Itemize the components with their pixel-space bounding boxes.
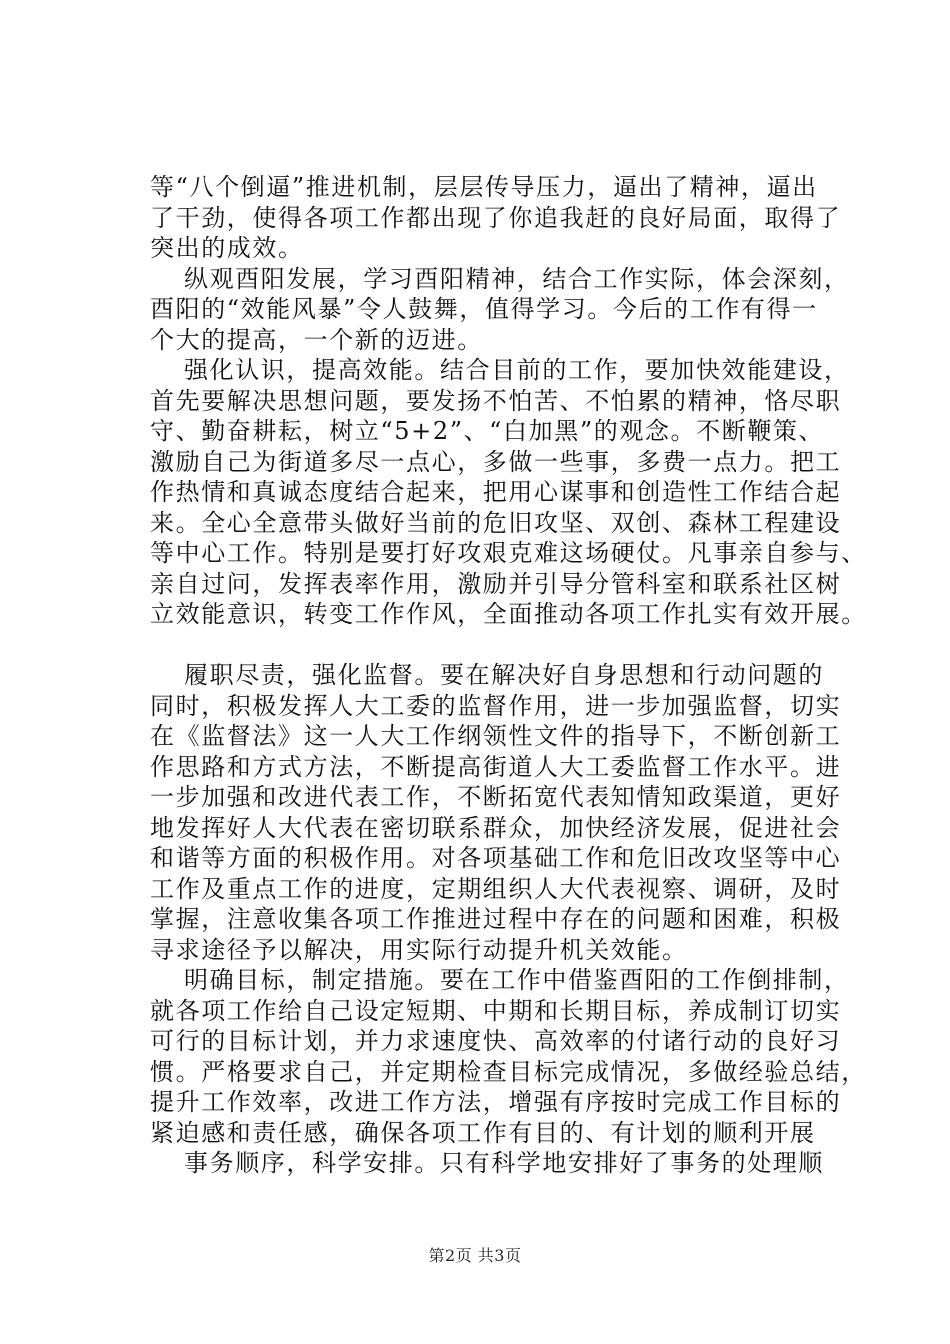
text-line: 工作及重点工作的进度，定期组织人大代表视察、调研，及时 [150,874,842,903]
text-line: 来。全心全意带头做好当前的危旧攻坚、双创、森林工程建设 [150,508,842,537]
text-line: 事务顺序，科学安排。只有科学地安排好了事务的处理顺 [184,1149,824,1177]
text-line: 守、勤奋耕耘，树立“5+2”、“白加黑”的观念。不断鞭策、 [150,417,825,445]
text-line: 等“八个倒逼”推进机制，层层传导压力，逼出了精神，逼出 [150,173,818,201]
text-line: 一步加强和改进代表工作，不断拓宽代表知情知政渠道，更好 [150,783,842,811]
text-line: 提升工作效率，改进工作方法，增强有序按时完成工作目标的 [150,1088,842,1116]
text-line: 在《监督法》这一人大工作纲领性文件的指导下，不断创新工 [150,722,842,750]
text-line: 突出的成效。 [150,234,304,262]
text-line: 惯。严格要求自己，并定期检查目标完成情况，多做经验总结， [150,1057,867,1086]
text-line: 等中心工作。特别是要打好攻艰克难这场硬仗。凡事亲自参与、 [150,539,867,567]
text-line: 立效能意识，转变工作作风，全面推动各项工作扎实有效开展。 [150,600,867,628]
text-line: 个大的提高，一个新的迈进。 [150,325,483,354]
text-line: 掌握，注意收集各项工作推进过程中存在的问题和困难，积极 [150,905,842,933]
text-line: 纵观酉阳发展，学习酉阳精神，结合工作实际，体会深刻， [184,264,850,293]
text-line: 作热情和真诚态度结合起来，把用心谋事和创造性工作结合起 [150,478,842,506]
text-line: 了干劲，使得各项工作都出现了你追我赶的良好局面，取得了 [150,203,842,232]
text-line: 激励自己为街道多尽一点心，多做一些事，多费一点力。把工 [150,447,842,476]
text-line: 寻求途径予以解决，用实际行动提升机关效能。 [150,935,688,964]
text-line: 酉阳的“效能风暴”令人鼓舞，值得学习。今后的工作有得一 [150,295,818,323]
text-line: 可行的目标计划，并力求速度快、高效率的付诸行动的良好习 [150,1027,842,1055]
text-line: 明确目标，制定措施。要在工作中借鉴酉阳的工作倒排制， [184,966,850,994]
document-body [150,172,867,1179]
text-line: 就各项工作给自己设定短期、中期和长期目标，养成制订切实 [150,996,842,1025]
text-line: 和谐等方面的积极作用。对各项基础工作和危旧改攻坚等中心 [150,844,842,872]
page-footer: 第2页 共3页 [428,1246,522,1265]
text-line: 强化认识，提高效能。结合目前的工作，要加快效能建设， [184,356,850,384]
paragraph-gap [150,630,840,661]
text-line: 同时，积极发挥人大工委的监督作用，进一步加强监督，切实 [150,691,842,720]
text-line: 紧迫感和责任感，确保各项工作有目的、有计划的顺利开展 [150,1118,816,1147]
text-line: 作思路和方式方法，不断提高街道人大工委监督工作水平。进 [150,752,842,781]
text-line: 履职尽责，强化监督。要在解决好自身思想和行动问题的 [184,661,824,689]
text-line: 地发挥好人大代表在密切联系群众，加快经济发展，促进社会 [150,813,842,842]
text-line: 首先要解决思想问题，要发扬不怕苦、不怕累的精神，恪尽职 [150,386,842,415]
text-line: 亲自过问，发挥表率作用，激励并引导分管科室和联系社区树 [150,569,842,598]
